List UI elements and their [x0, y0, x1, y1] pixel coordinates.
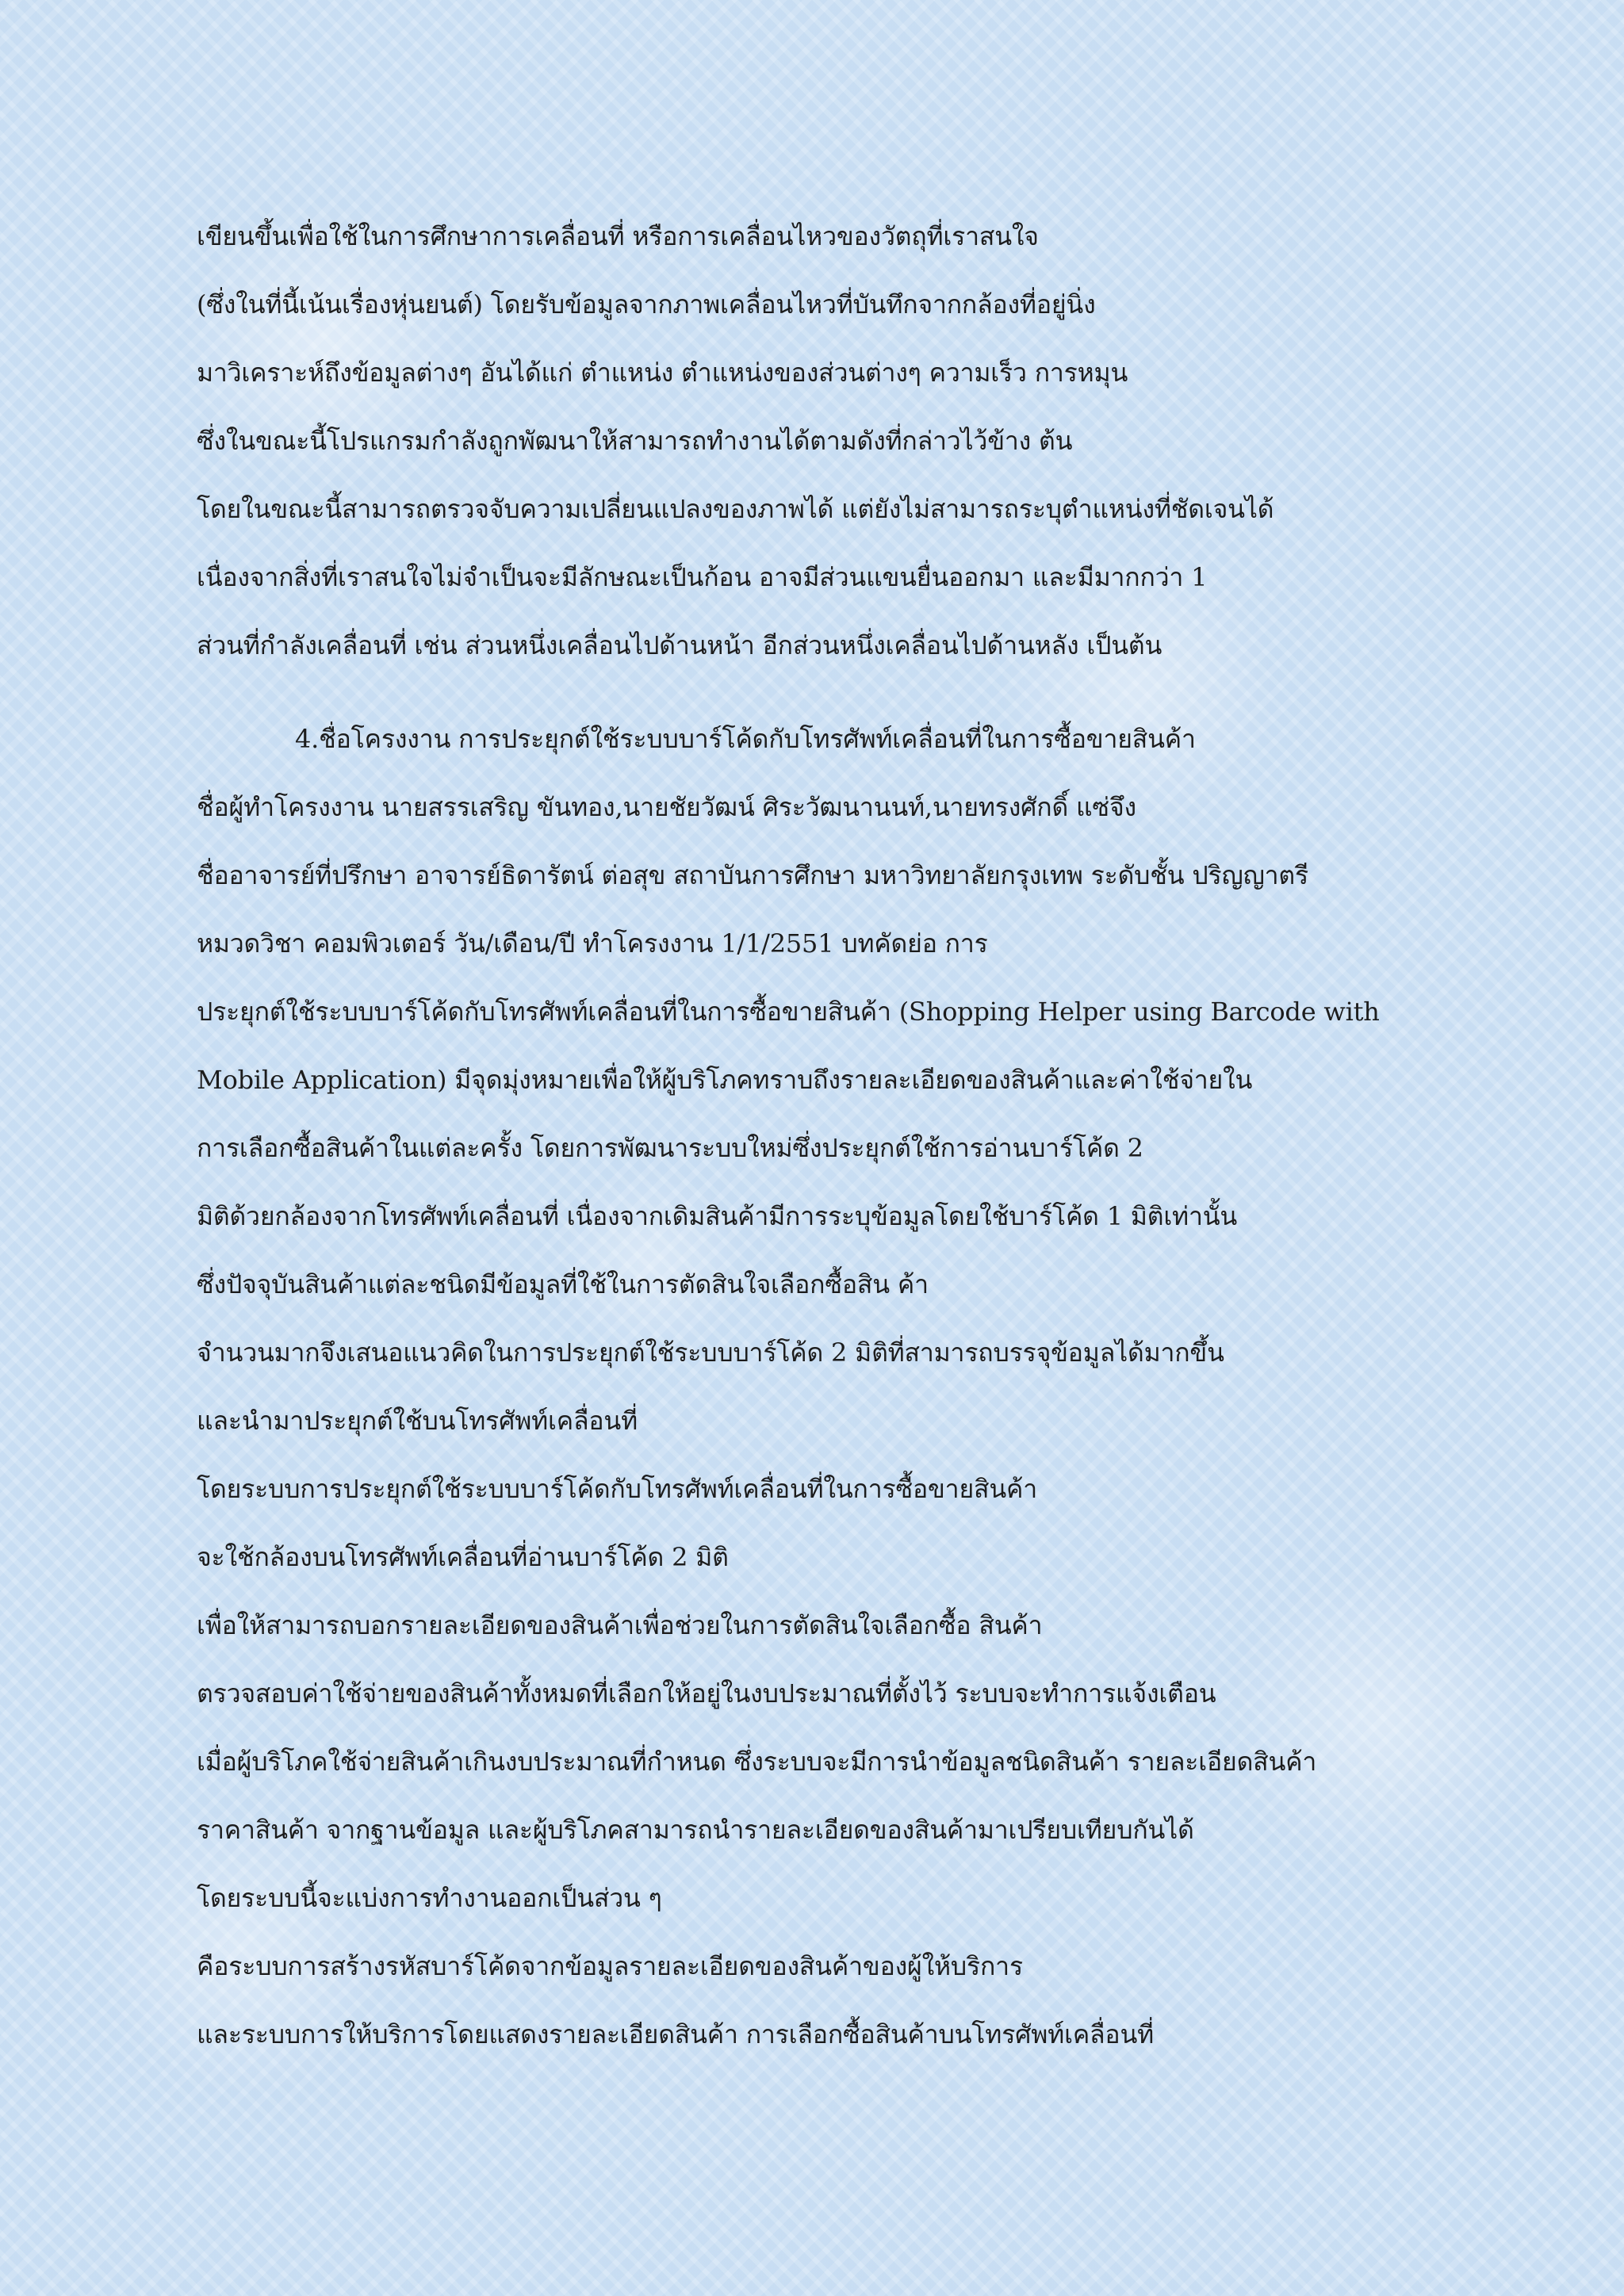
text-line: (ซึ่งในที่นี้เน้นเรื่องหุ่นยนต์) โดยรับข้อมูลจากภาพเคลื่อนไหวที่บันทึกจากกล้องที่อยู่นิ่ง	[197, 289, 1096, 320]
text-line: มิติด้วยกล้องจากโทรศัพท์เคลื่อนที่ เนื่องจากเดิมสินค้ามีการระบุข้อมูลโดยใช้บาร์โค้ด 1 มิติเท่านั้น	[197, 1201, 1238, 1231]
text-line: เพื่อให้สามารถบอกรายละเอียดของสินค้าเพื่อช่วยในการตัดสินใจเลือกซื้อ สินค้า	[197, 1610, 1043, 1640]
text-line: เนื่องจากสิ่งที่เราสนใจไม่จำเป็นจะมีลักษณะเป็นก้อน อาจมีส่วนแขนยื่นออกมา และมีมากกว่า 1	[197, 562, 1208, 592]
text-line: ส่วนที่กำลังเคลื่อนที่ เช่น ส่วนหนึ่งเคลื่อนไปด้านหน้า อีกส่วนหนึ่งเคลื่อนไปด้านหลัง เป็นต้น	[197, 630, 1162, 660]
text-line: โดยระบบนี้จะแบ่งการทำงานออกเป็นส่วน ๆ	[197, 1883, 662, 1913]
text-line: คือระบบการสร้างรหัสบาร์โค้ดจากข้อมูลรายละเอียดของสินค้าของผู้ให้บริการ	[197, 1951, 1023, 1981]
project-title-line: 4.ชื่อโครงงาน การประยุกต์ใช้ระบบบาร์โค้ดกับโทรศัพท์เคลื่อนที่ในการซื้อขายสินค้า	[295, 724, 1196, 754]
text-line: จำนวนมากจึงเสนอแนวคิดในการประยุกต์ใช้ระบบบาร์โค้ด 2 มิติที่สามารถบรรจุข้อมูลได้มากขึ้น	[197, 1337, 1224, 1368]
text-line: และระบบการให้บริการโดยแสดงรายละเอียดสินค้า การเลือกซื้อสินค้าบนโทรศัพท์เคลื่อนที่	[197, 2019, 1155, 2049]
text-line: Mobile Application) มีจุดมุ่งหมายเพื่อให้ผู้บริโภคทราบถึงรายละเอียดของสินค้าและค่าใช้จ่ายใน	[197, 1065, 1253, 1095]
text-line: การเลือกซื้อสินค้าในแต่ละครั้ง โดยการพัฒนาระบบใหม่ซึ่งประยุกต์ใช้การอ่านบาร์โค้ด 2	[197, 1133, 1143, 1163]
text-line: เมื่อผู้บริโภคใช้จ่ายสินค้าเกินงบประมาณที่กำหนด ซึ่งระบบจะมีการนำข้อมูลชนิดสินค้า รายละเอียดสินค้า	[197, 1747, 1317, 1777]
text-line: เขียนขึ้นเพื่อใช้ในการศึกษาการเคลื่อนที่ หรือการเคลื่อนไหวของวัตถุที่เราสนใจ	[197, 221, 1039, 251]
paragraph-project-description	[197, 202, 1434, 679]
text-line: และนำมาประยุกต์ใช้บนโทรศัพท์เคลื่อนที่	[197, 1406, 638, 1436]
paragraph-gap	[197, 679, 1434, 705]
document-page	[197, 202, 1434, 2068]
text-line: โดยระบบการประยุกต์ใช้ระบบบาร์โค้ดกับโทรศัพท์เคลื่อนที่ในการซื้อขายสินค้า	[197, 1474, 1037, 1504]
text-line: ราคาสินค้า จากฐานข้อมูล และผู้บริโภคสามารถนำรายละเอียดของสินค้ามาเปรียบเทียบกันได้	[197, 1815, 1194, 1845]
text-line: มาวิเคราะห์ถึงข้อมูลต่างๆ อันได้แก่ ตำแหน่ง ตำแหน่งของส่วนต่างๆ ความเร็ว การหมุน	[197, 358, 1128, 388]
text-line: ชื่อผู้ทำโครงงาน นายสรรเสริญ ขันทอง,นายชัยวัฒน์ ศิระวัฒนานนท์,นายทรงศักดิ์ แซ่จึง	[197, 792, 1136, 822]
text-line: ประยุกต์ใช้ระบบบาร์โค้ดกับโทรศัพท์เคลื่อนที่ในการซื้อขายสินค้า (Shopping Helper using Barcode with	[197, 997, 1380, 1027]
paragraph-project-4	[197, 705, 1434, 2068]
text-line: ชื่ออาจารย์ที่ปรึกษา อาจารย์ธิดารัตน์ ต่อสุข สถาบันการศึกษา มหาวิทยาลัยกรุงเทพ ระดับชั้น ปริญญาตรี	[197, 860, 1309, 890]
text-line: จะใช้กล้องบนโทรศัพท์เคลื่อนที่อ่านบาร์โค้ด 2 มิติ	[197, 1542, 729, 1572]
text-line: ตรวจสอบค่าใช้จ่ายของสินค้าทั้งหมดที่เลือกให้อยู่ในงบประมาณที่ตั้งไว้ ระบบจะทำการแจ้งเตือน	[197, 1678, 1216, 1709]
text-line: หมวดวิชา คอมพิวเตอร์ วัน/เดือน/ปี ทำโครงงาน 1/1/2551 บทคัดย่อ การ	[197, 928, 988, 959]
text-line: ซึ่งปัจจุบันสินค้าแต่ละชนิดมีข้อมูลที่ใช้ในการตัดสินใจเลือกซื้อสิน ค้า	[197, 1269, 929, 1299]
text-line: ซึ่งในขณะนี้โปรแกรมกำลังถูกพัฒนาให้สามารถทำงานได้ตามดังที่กล่าวไว้ข้าง ต้น	[197, 426, 1073, 456]
text-line: โดยในขณะนี้สามารถตรวจจับความเปลี่ยนแปลงของภาพได้ แต่ยังไม่สามารถระบุตำแหน่งที่ชัดเจนได้	[197, 494, 1274, 524]
